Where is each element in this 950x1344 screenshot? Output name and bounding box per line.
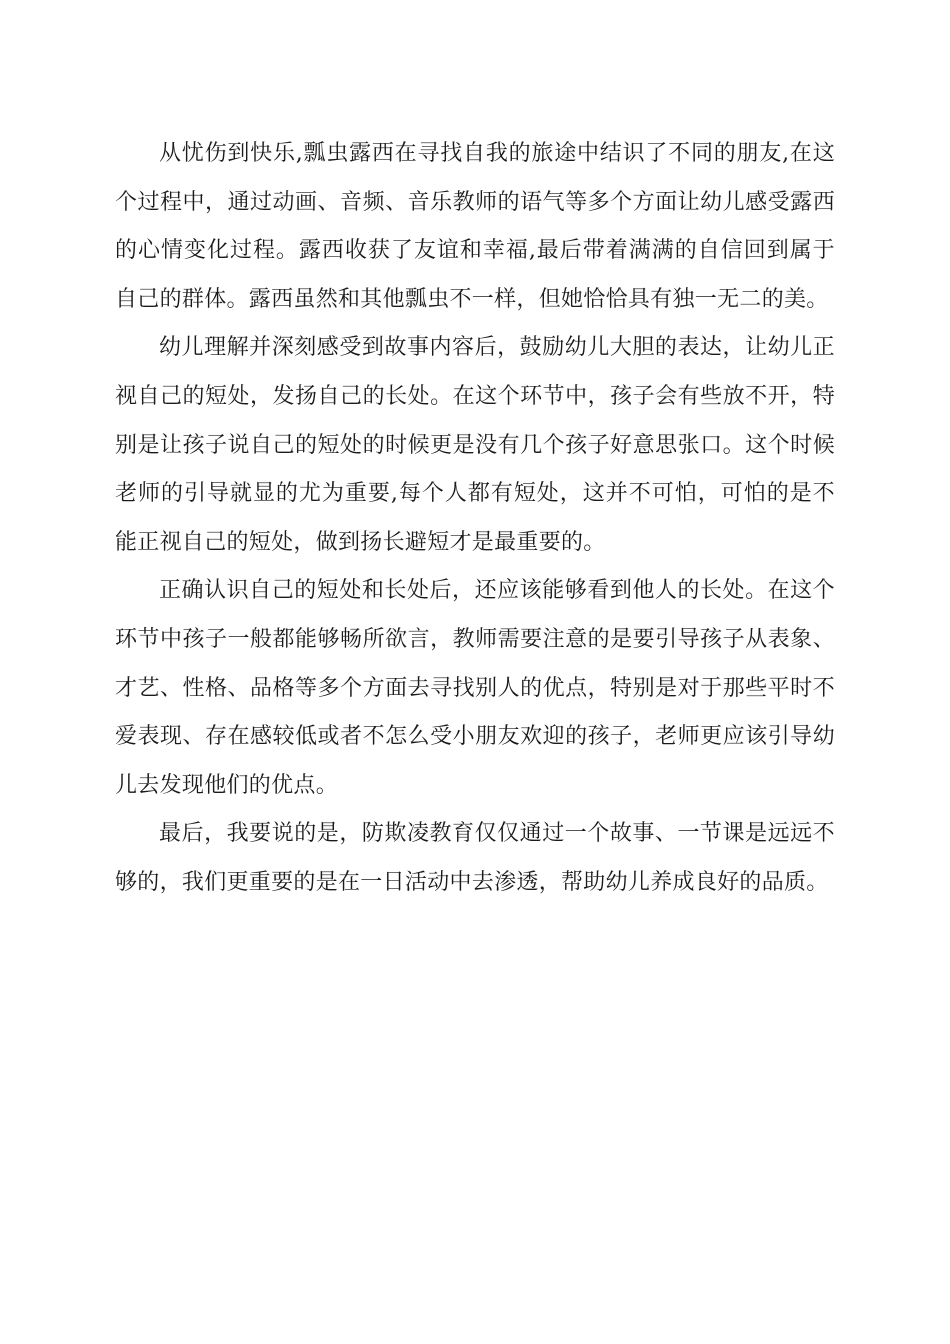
paragraph-2: 幼儿理解并深刻感受到故事内容后，鼓励幼儿大胆的表达，让幼儿正视自己的短处，发扬自己的长处。在这个环节中，孩子会有些放不开，特别是让孩子说自己的短处的时候更是没有几个孩子好意思张口。这个时候老师的引导就显的尤为重要,每个人都有短处，这并不可怕，可怕的是不能正视自己的短处，做到扬长避短才是最重要的。 [115, 335, 835, 555]
document-body [115, 130, 835, 908]
paragraph-1: 从忧伤到快乐,瓢虫露西在寻找自我的旅途中结识了不同的朋友,在这个过程中，通过动画、音频、音乐教师的语气等多个方面让幼儿感受露西的心情变化过程。露西收获了友谊和幸福,最后带着满满的自信回到属于自己的群体。露西虽然和其他瓢虫不一样，但她恰恰具有独一无二的美。 [115, 141, 835, 312]
paragraph-4: 最后，我要说的是，防欺凌教育仅仅通过一个故事、一节课是远远不够的，我们更重要的是在一日活动中去渗透，帮助幼儿养成良好的品质。 [115, 821, 835, 895]
paragraph-3: 正确认识自己的短处和长处后，还应该能够看到他人的长处。在这个环节中孩子一般都能够畅所欲言，教师需要注意的是要引导孩子从表象、才艺、性格、品格等多个方面去寻找别人的优点，特别是对于那些平时不爱表现、存在感较低或者不怎么受小朋友欢迎的孩子，老师更应该引导幼儿去发现他们的优点。 [115, 578, 835, 798]
